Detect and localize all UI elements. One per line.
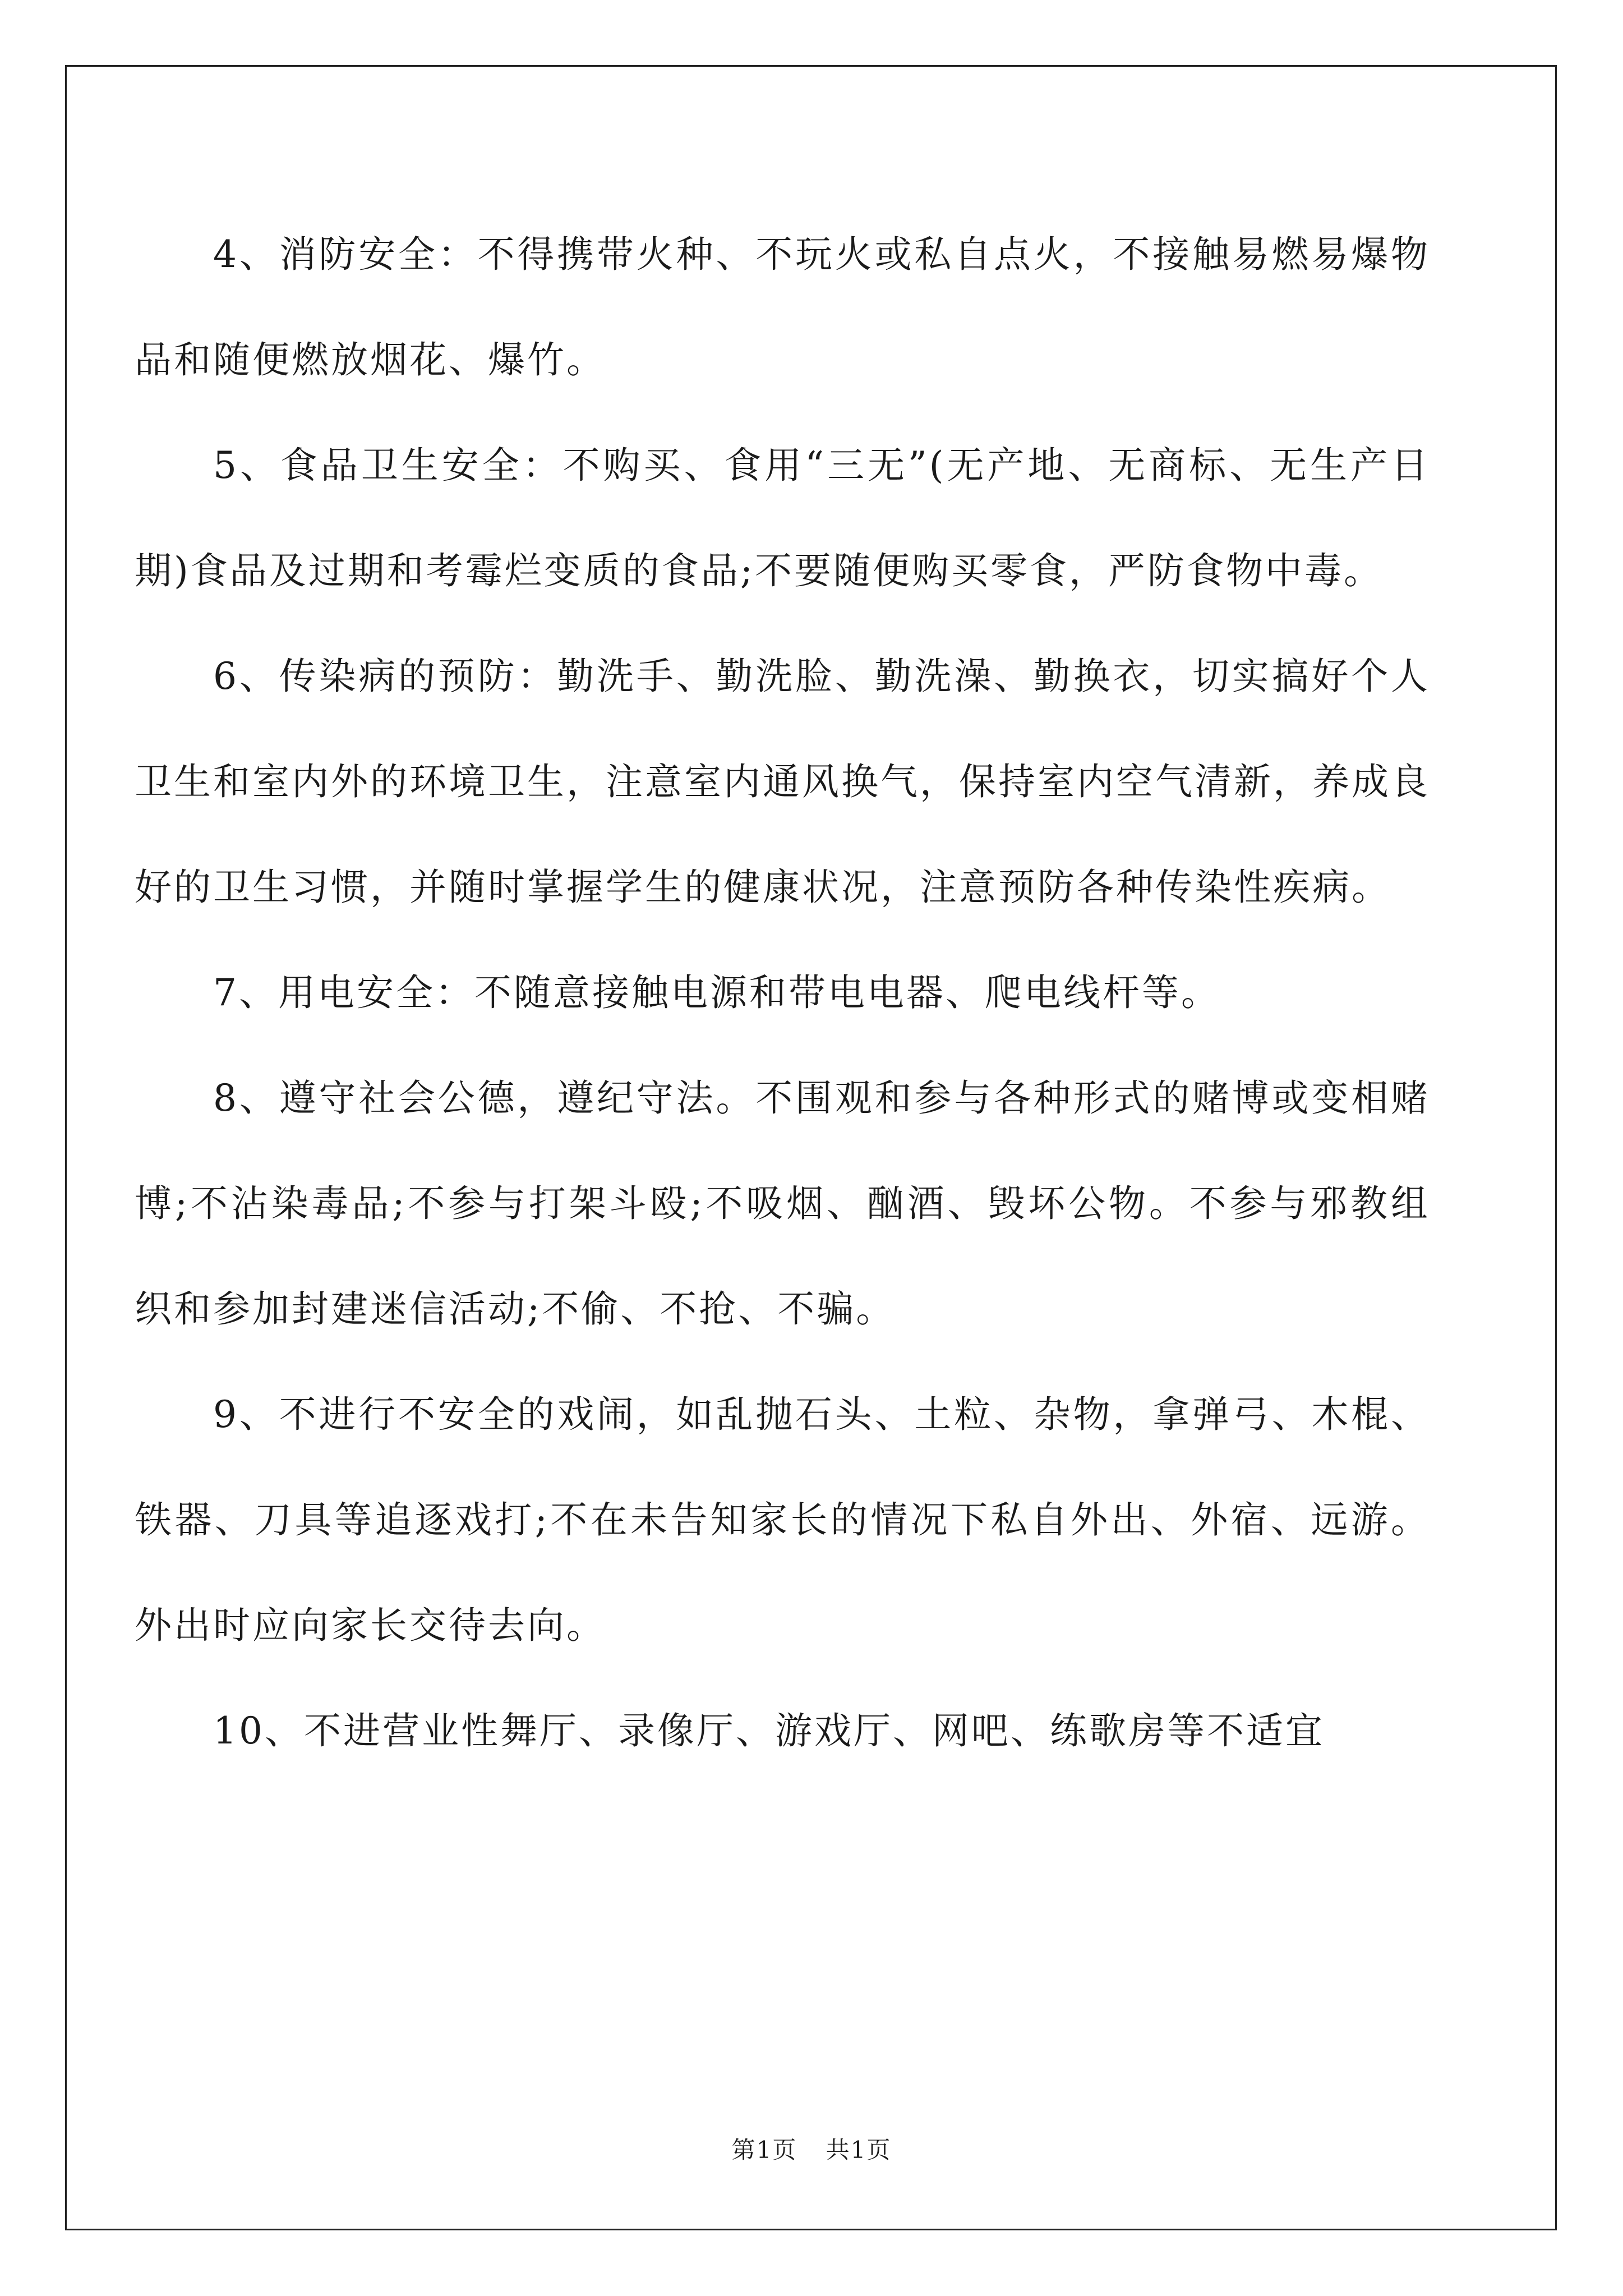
paragraph-7: 7、用电安全：不随意接触电源和带电电器、爬电线杆等。 — [213, 971, 1220, 1014]
page-footer — [0, 2132, 1623, 2165]
page-number: 第1页 — [731, 2136, 797, 2164]
paragraph-10: 10、不进营业性舞厅、录像厅、游戏厅、网吧、练歌房等不适宜 — [213, 1709, 1325, 1752]
document-body — [135, 202, 1430, 1784]
paragraph-8: 8、遵守社会公德，遵纪守法。不围观和参与各种形式的赌博或变相赌博;不沾染毒品;不参与打架斗殴;不吸烟、酗酒、毁坏公物。不参与邪教组织和参加封建迷信活动;不偷、不抢、不骗。 — [135, 1076, 1430, 1331]
paragraph-5: 5、食品卫生安全：不购买、食用“三无”(无产地、无商标、无生产日期)食品及过期和考霉烂变质的食品;不要随便购买零食，严防食物中毒。 — [135, 444, 1430, 592]
paragraph-6: 6、传染病的预防：勤洗手、勤洗脸、勤洗澡、勤换衣，切实搞好个人卫生和室内外的环境卫生，注意室内通风换气，保持室内空气清新，养成良好的卫生习惯，并随时掌握学生的健康状况，注意预防各种传染性疾病。 — [135, 655, 1430, 909]
paragraph-4: 4、消防安全：不得携带火种、不玩火或私自点火，不接触易燃易爆物品和随便燃放烟花、爆竹。 — [135, 233, 1430, 381]
paragraph-9: 9、不进行不安全的戏闹，如乱抛石头、土粒、杂物，拿弹弓、木棍、铁器、刀具等追逐戏打;不在未告知家长的情况下私自外出、外宿、远游。外出时应向家长交待去向。 — [135, 1393, 1430, 1647]
page-total: 共1页 — [826, 2136, 892, 2164]
